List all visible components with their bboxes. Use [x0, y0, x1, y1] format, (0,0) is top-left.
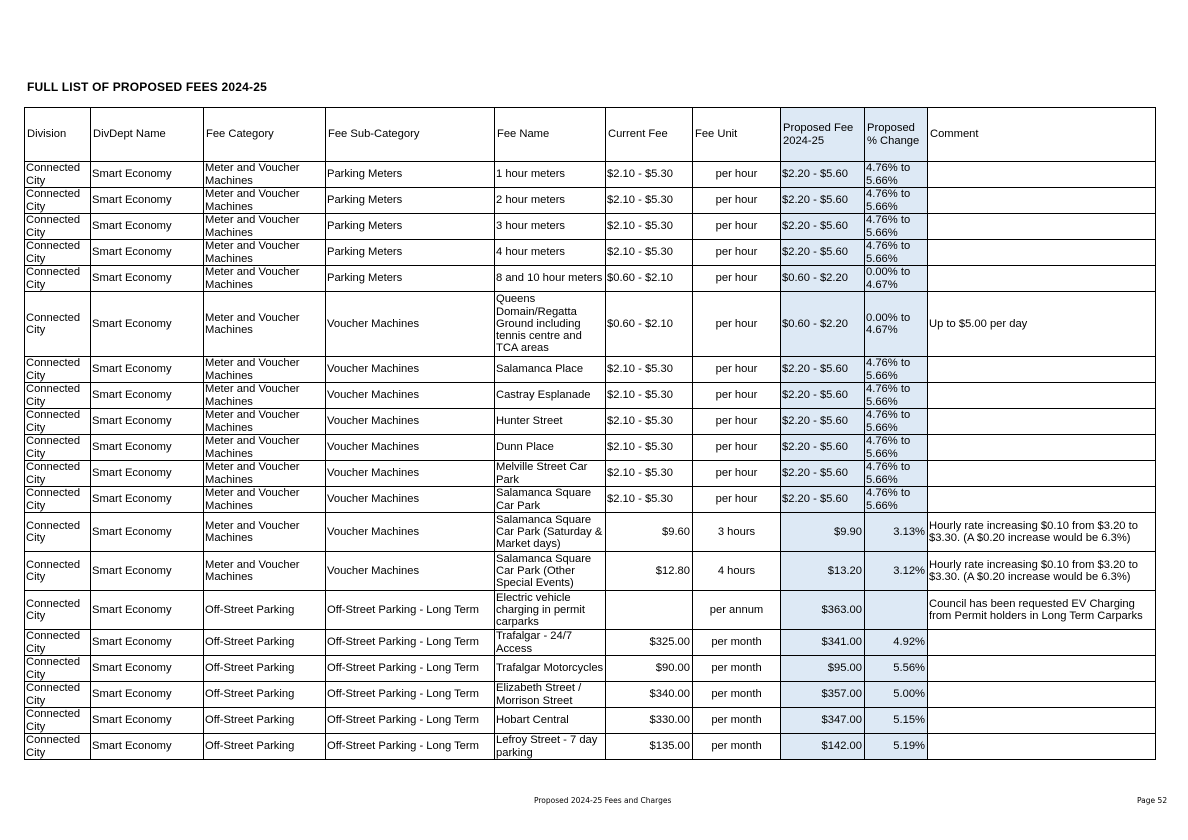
- cell-divdept-name: Smart Economy: [91, 513, 204, 552]
- cell-current-fee: $90.00: [606, 656, 693, 682]
- cell-current-fee: $2.10 - $5.30: [606, 409, 693, 435]
- cell-proposed-fee: $2.20 - $5.60: [781, 409, 865, 435]
- cell-current-fee: $0.60 - $2.10: [606, 292, 693, 357]
- cell-current-fee: $2.10 - $5.30: [606, 383, 693, 409]
- cell-fee-category: Meter and Voucher Machines: [204, 552, 326, 591]
- cell-fee-sub-category: Parking Meters: [326, 240, 495, 266]
- cell-fee-name: Elizabeth Street / Morrison Street: [495, 682, 606, 708]
- cell-proposed-fee: $341.00: [781, 630, 865, 656]
- cell-division: Connected City: [25, 266, 91, 292]
- cell-divdept-name: Smart Economy: [91, 461, 204, 487]
- cell-fee-category: Off-Street Parking: [204, 708, 326, 734]
- table-row: [25, 383, 1156, 409]
- cell-proposed-change: 4.92%: [865, 630, 928, 656]
- cell-divdept-name: Smart Economy: [91, 292, 204, 357]
- cell-current-fee: $2.10 - $5.30: [606, 214, 693, 240]
- cell-proposed-fee: $2.20 - $5.60: [781, 188, 865, 214]
- cell-comment: [928, 734, 1156, 760]
- cell-fee-category: Off-Street Parking: [204, 591, 326, 630]
- cell-proposed-change: 4.76% to 5.66%: [865, 383, 928, 409]
- cell-comment: Council has been requested EV Charging from Permit holders in Long Term Carparks: [928, 591, 1156, 630]
- cell-comment: [928, 266, 1156, 292]
- cell-comment: [928, 383, 1156, 409]
- cell-divdept-name: Smart Economy: [91, 383, 204, 409]
- footer-page-number: Page 52: [1137, 796, 1168, 805]
- cell-fee-name: Dunn Place: [495, 435, 606, 461]
- cell-comment: Up to $5.00 per day: [928, 292, 1156, 357]
- cell-division: Connected City: [25, 591, 91, 630]
- cell-current-fee: $2.10 - $5.30: [606, 461, 693, 487]
- cell-proposed-fee: $2.20 - $5.60: [781, 214, 865, 240]
- cell-fee-name: Trafalgar Motorcycles: [495, 656, 606, 682]
- cell-fee-category: Off-Street Parking: [204, 656, 326, 682]
- table-row: [25, 591, 1156, 630]
- cell-current-fee: $135.00: [606, 734, 693, 760]
- table-row: [25, 734, 1156, 760]
- cell-comment: [928, 188, 1156, 214]
- cell-fee-sub-category: Off-Street Parking - Long Term: [326, 734, 495, 760]
- cell-division: Connected City: [25, 292, 91, 357]
- cell-current-fee: $340.00: [606, 682, 693, 708]
- cell-proposed-fee: $2.20 - $5.60: [781, 162, 865, 188]
- cell-fee-name: Trafalgar - 24/7 Access: [495, 630, 606, 656]
- cell-fee-unit: per hour: [693, 357, 781, 383]
- cell-division: Connected City: [25, 461, 91, 487]
- table-row: [25, 188, 1156, 214]
- cell-division: Connected City: [25, 708, 91, 734]
- cell-fee-sub-category: Off-Street Parking - Long Term: [326, 656, 495, 682]
- cell-fee-sub-category: Off-Street Parking - Long Term: [326, 708, 495, 734]
- cell-fee-sub-category: Parking Meters: [326, 188, 495, 214]
- cell-fee-unit: per hour: [693, 292, 781, 357]
- cell-division: Connected City: [25, 188, 91, 214]
- cell-fee-category: Meter and Voucher Machines: [204, 266, 326, 292]
- cell-divdept-name: Smart Economy: [91, 682, 204, 708]
- cell-divdept-name: Smart Economy: [91, 409, 204, 435]
- cell-proposed-change: 5.19%: [865, 734, 928, 760]
- cell-divdept-name: Smart Economy: [91, 214, 204, 240]
- cell-fee-category: Meter and Voucher Machines: [204, 240, 326, 266]
- cell-fee-unit: per month: [693, 734, 781, 760]
- cell-comment: Hourly rate increasing $0.10 from $3.20 to $3.30. (A $0.20 increase would be 6.3%): [928, 513, 1156, 552]
- cell-current-fee: $325.00: [606, 630, 693, 656]
- header-current-fee: Current Fee: [606, 108, 693, 162]
- cell-fee-name: 3 hour meters: [495, 214, 606, 240]
- cell-fee-category: Meter and Voucher Machines: [204, 409, 326, 435]
- cell-fee-unit: per hour: [693, 409, 781, 435]
- cell-proposed-change: 5.00%: [865, 682, 928, 708]
- cell-proposed-change: 0.00% to 4.67%: [865, 266, 928, 292]
- cell-fee-category: Meter and Voucher Machines: [204, 188, 326, 214]
- table-header-row: [25, 108, 1156, 162]
- table-row: [25, 513, 1156, 552]
- header-fee-category: Fee Category: [204, 108, 326, 162]
- cell-fee-unit: per month: [693, 656, 781, 682]
- cell-fee-name: Salamanca Square Car Park (Saturday & Market days): [495, 513, 606, 552]
- cell-fee-sub-category: Voucher Machines: [326, 435, 495, 461]
- cell-current-fee: $12.80: [606, 552, 693, 591]
- table-row: [25, 162, 1156, 188]
- cell-comment: [928, 461, 1156, 487]
- cell-divdept-name: Smart Economy: [91, 240, 204, 266]
- cell-division: Connected City: [25, 435, 91, 461]
- cell-division: Connected City: [25, 513, 91, 552]
- cell-fee-sub-category: Off-Street Parking - Long Term: [326, 682, 495, 708]
- cell-fee-category: Meter and Voucher Machines: [204, 461, 326, 487]
- table-body: [25, 162, 1156, 760]
- cell-fee-unit: 3 hours: [693, 513, 781, 552]
- cell-proposed-change: 5.15%: [865, 708, 928, 734]
- cell-fee-sub-category: Off-Street Parking - Long Term: [326, 630, 495, 656]
- cell-current-fee: $9.60: [606, 513, 693, 552]
- cell-fee-unit: per hour: [693, 214, 781, 240]
- cell-proposed-change: 0.00% to 4.67%: [865, 292, 928, 357]
- table-row: [25, 214, 1156, 240]
- header-fee-name: Fee Name: [495, 108, 606, 162]
- cell-comment: [928, 409, 1156, 435]
- cell-division: Connected City: [25, 383, 91, 409]
- cell-fee-category: Off-Street Parking: [204, 630, 326, 656]
- cell-division: Connected City: [25, 240, 91, 266]
- cell-fee-sub-category: Parking Meters: [326, 214, 495, 240]
- cell-fee-unit: per hour: [693, 240, 781, 266]
- table-row: [25, 461, 1156, 487]
- cell-divdept-name: Smart Economy: [91, 708, 204, 734]
- cell-fee-name: Salamanca Square Car Park (Other Special Events): [495, 552, 606, 591]
- table-row: [25, 552, 1156, 591]
- cell-proposed-change: 4.76% to 5.66%: [865, 435, 928, 461]
- cell-fee-sub-category: Parking Meters: [326, 162, 495, 188]
- cell-proposed-fee: $95.00: [781, 656, 865, 682]
- cell-proposed-fee: $142.00: [781, 734, 865, 760]
- cell-proposed-change: 4.76% to 5.66%: [865, 240, 928, 266]
- cell-fee-unit: per annum: [693, 591, 781, 630]
- cell-proposed-change: 4.76% to 5.66%: [865, 461, 928, 487]
- cell-fee-unit: per month: [693, 682, 781, 708]
- cell-proposed-change: 3.12%: [865, 552, 928, 591]
- cell-proposed-change: 4.76% to 5.66%: [865, 162, 928, 188]
- table-row: [25, 292, 1156, 357]
- cell-fee-sub-category: Voucher Machines: [326, 409, 495, 435]
- cell-proposed-fee: $363.00: [781, 591, 865, 630]
- cell-fee-sub-category: Voucher Machines: [326, 292, 495, 357]
- cell-current-fee: $2.10 - $5.30: [606, 162, 693, 188]
- cell-fee-category: Meter and Voucher Machines: [204, 487, 326, 513]
- cell-fee-unit: per hour: [693, 188, 781, 214]
- cell-current-fee: $2.10 - $5.30: [606, 435, 693, 461]
- table-row: [25, 630, 1156, 656]
- cell-fee-sub-category: Voucher Machines: [326, 552, 495, 591]
- cell-proposed-fee: $0.60 - $2.20: [781, 292, 865, 357]
- cell-division: Connected City: [25, 357, 91, 383]
- cell-proposed-fee: $347.00: [781, 708, 865, 734]
- fees-table: [24, 107, 1156, 760]
- cell-current-fee: $0.60 - $2.10: [606, 266, 693, 292]
- cell-fee-name: Queens Domain/Regatta Ground including tennis centre and TCA areas: [495, 292, 606, 357]
- cell-fee-sub-category: Voucher Machines: [326, 461, 495, 487]
- cell-divdept-name: Smart Economy: [91, 435, 204, 461]
- cell-fee-name: Hunter Street: [495, 409, 606, 435]
- cell-fee-category: Off-Street Parking: [204, 734, 326, 760]
- cell-fee-unit: per month: [693, 708, 781, 734]
- header-proposed-change: Proposed % Change: [865, 108, 928, 162]
- cell-comment: [928, 656, 1156, 682]
- table-row: [25, 240, 1156, 266]
- cell-fee-unit: per hour: [693, 461, 781, 487]
- cell-division: Connected City: [25, 409, 91, 435]
- cell-fee-sub-category: Parking Meters: [326, 266, 495, 292]
- cell-fee-sub-category: Voucher Machines: [326, 357, 495, 383]
- cell-current-fee: [606, 591, 693, 630]
- cell-proposed-fee: $2.20 - $5.60: [781, 435, 865, 461]
- table-row: [25, 266, 1156, 292]
- cell-fee-sub-category: Voucher Machines: [326, 487, 495, 513]
- cell-fee-category: Meter and Voucher Machines: [204, 357, 326, 383]
- cell-proposed-change: 4.76% to 5.66%: [865, 214, 928, 240]
- table-row: [25, 487, 1156, 513]
- cell-fee-name: Lefroy Street - 7 day parking: [495, 734, 606, 760]
- cell-divdept-name: Smart Economy: [91, 266, 204, 292]
- cell-comment: [928, 630, 1156, 656]
- cell-proposed-fee: $2.20 - $5.60: [781, 240, 865, 266]
- cell-division: Connected City: [25, 487, 91, 513]
- cell-fee-category: Meter and Voucher Machines: [204, 383, 326, 409]
- cell-fee-unit: per hour: [693, 435, 781, 461]
- cell-proposed-change: 4.76% to 5.66%: [865, 487, 928, 513]
- cell-fee-name: Hobart Central: [495, 708, 606, 734]
- cell-divdept-name: Smart Economy: [91, 357, 204, 383]
- cell-divdept-name: Smart Economy: [91, 487, 204, 513]
- cell-current-fee: $2.10 - $5.30: [606, 357, 693, 383]
- cell-fee-sub-category: Voucher Machines: [326, 383, 495, 409]
- cell-fee-unit: per hour: [693, 162, 781, 188]
- cell-proposed-fee: $2.20 - $5.60: [781, 357, 865, 383]
- header-proposed-fee: Proposed Fee 2024-25: [781, 108, 865, 162]
- cell-proposed-fee: $2.20 - $5.60: [781, 487, 865, 513]
- cell-comment: [928, 240, 1156, 266]
- cell-comment: [928, 357, 1156, 383]
- cell-fee-unit: per month: [693, 630, 781, 656]
- page-title: FULL LIST OF PROPOSED FEES 2024-25: [27, 80, 267, 94]
- table-row: [25, 435, 1156, 461]
- cell-proposed-change: 3.13%: [865, 513, 928, 552]
- cell-fee-unit: per hour: [693, 383, 781, 409]
- cell-fee-name: 8 and 10 hour meters: [495, 266, 606, 292]
- cell-fee-name: 1 hour meters: [495, 162, 606, 188]
- cell-divdept-name: Smart Economy: [91, 162, 204, 188]
- cell-division: Connected City: [25, 630, 91, 656]
- table-row: [25, 708, 1156, 734]
- table-row: [25, 357, 1156, 383]
- cell-divdept-name: Smart Economy: [91, 552, 204, 591]
- cell-division: Connected City: [25, 214, 91, 240]
- cell-fee-category: Meter and Voucher Machines: [204, 214, 326, 240]
- cell-proposed-change: 4.76% to 5.66%: [865, 357, 928, 383]
- cell-proposed-fee: $357.00: [781, 682, 865, 708]
- cell-proposed-change: 4.76% to 5.66%: [865, 409, 928, 435]
- cell-current-fee: $2.10 - $5.30: [606, 487, 693, 513]
- header-comment: Comment: [928, 108, 1156, 162]
- cell-comment: [928, 214, 1156, 240]
- cell-fee-category: Off-Street Parking: [204, 682, 326, 708]
- cell-division: Connected City: [25, 682, 91, 708]
- cell-fee-unit: per hour: [693, 266, 781, 292]
- cell-fee-category: Meter and Voucher Machines: [204, 162, 326, 188]
- cell-divdept-name: Smart Economy: [91, 656, 204, 682]
- table-row: [25, 682, 1156, 708]
- cell-current-fee: $2.10 - $5.30: [606, 188, 693, 214]
- table-row: [25, 656, 1156, 682]
- cell-fee-name: Castray Esplanade: [495, 383, 606, 409]
- cell-proposed-fee: $9.90: [781, 513, 865, 552]
- cell-fee-category: Meter and Voucher Machines: [204, 292, 326, 357]
- cell-fee-name: Melville Street Car Park: [495, 461, 606, 487]
- cell-proposed-fee: $0.60 - $2.20: [781, 266, 865, 292]
- cell-fee-name: Salamanca Square Car Park: [495, 487, 606, 513]
- cell-proposed-fee: $2.20 - $5.60: [781, 383, 865, 409]
- cell-current-fee: $2.10 - $5.30: [606, 240, 693, 266]
- cell-comment: [928, 708, 1156, 734]
- table-row: [25, 409, 1156, 435]
- cell-comment: Hourly rate increasing $0.10 from $3.20 to $3.30. (A $0.20 increase would be 6.3%): [928, 552, 1156, 591]
- footer-document-title: Proposed 2024-25 Fees and Charges: [534, 796, 672, 805]
- cell-divdept-name: Smart Economy: [91, 188, 204, 214]
- cell-divdept-name: Smart Economy: [91, 734, 204, 760]
- cell-division: Connected City: [25, 162, 91, 188]
- cell-fee-name: Electric vehicle charging in permit carparks: [495, 591, 606, 630]
- cell-division: Connected City: [25, 656, 91, 682]
- cell-fee-unit: 4 hours: [693, 552, 781, 591]
- header-division: Division: [25, 108, 91, 162]
- cell-fee-sub-category: Off-Street Parking - Long Term: [326, 591, 495, 630]
- header-divdept-name: DivDept Name: [91, 108, 204, 162]
- cell-comment: [928, 682, 1156, 708]
- cell-fee-unit: per hour: [693, 487, 781, 513]
- cell-fee-sub-category: Voucher Machines: [326, 513, 495, 552]
- cell-divdept-name: Smart Economy: [91, 630, 204, 656]
- cell-fee-name: 2 hour meters: [495, 188, 606, 214]
- cell-fee-category: Meter and Voucher Machines: [204, 435, 326, 461]
- cell-fee-name: 4 hour meters: [495, 240, 606, 266]
- cell-fee-name: Salamanca Place: [495, 357, 606, 383]
- cell-proposed-change: [865, 591, 928, 630]
- cell-fee-category: Meter and Voucher Machines: [204, 513, 326, 552]
- cell-proposed-change: 4.76% to 5.66%: [865, 188, 928, 214]
- cell-division: Connected City: [25, 552, 91, 591]
- header-fee-unit: Fee Unit: [693, 108, 781, 162]
- cell-proposed-change: 5.56%: [865, 656, 928, 682]
- cell-proposed-fee: $13.20: [781, 552, 865, 591]
- header-fee-sub-category: Fee Sub-Category: [326, 108, 495, 162]
- cell-proposed-fee: $2.20 - $5.60: [781, 461, 865, 487]
- cell-comment: [928, 435, 1156, 461]
- cell-comment: [928, 162, 1156, 188]
- cell-current-fee: $330.00: [606, 708, 693, 734]
- cell-division: Connected City: [25, 734, 91, 760]
- cell-comment: [928, 487, 1156, 513]
- cell-divdept-name: Smart Economy: [91, 591, 204, 630]
